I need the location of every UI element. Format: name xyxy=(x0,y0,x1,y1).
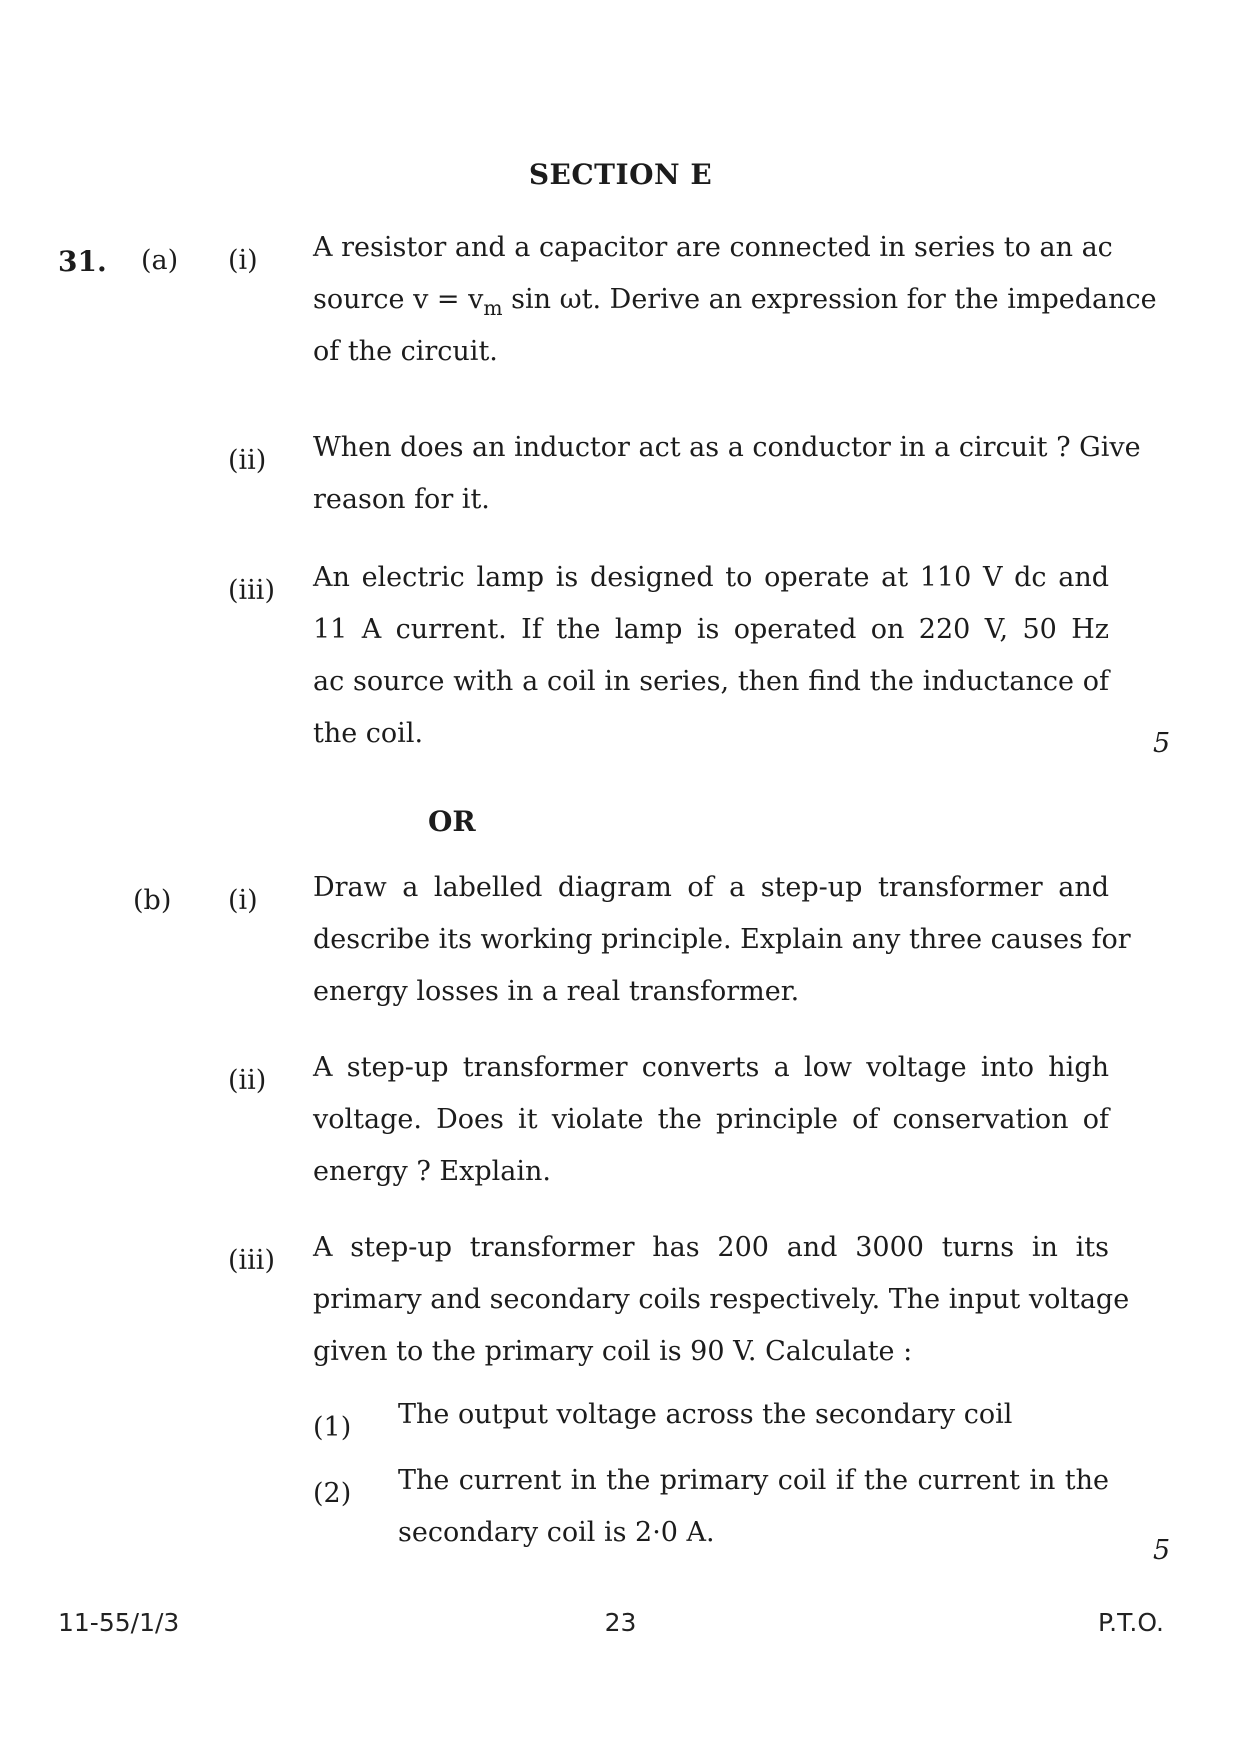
question-number: 31. xyxy=(58,245,107,278)
part-a-label: (a) xyxy=(141,245,179,276)
text-line: energy ? Explain. xyxy=(313,1156,551,1187)
subitem-1-label: (1) xyxy=(313,1412,352,1443)
subitem-1-text xyxy=(398,1389,1109,1441)
text-line: of the circuit. xyxy=(313,336,498,367)
text-line: When does an inductor act as a conductor in a circuit ? Give xyxy=(313,432,1141,463)
section-title: SECTION E xyxy=(528,158,713,191)
subitem-2-label: (2) xyxy=(313,1478,352,1509)
text-line: the coil. xyxy=(313,718,424,749)
part-b-i-label: (i) xyxy=(228,885,258,916)
part-a-ii-text xyxy=(313,422,1141,526)
part-a-iii-label: (iii) xyxy=(228,575,275,606)
part-b-i-text xyxy=(313,862,1131,1018)
text-line: A step-up transformer converts a low voltage into high xyxy=(313,1052,1109,1083)
part-b-label: (b) xyxy=(133,885,172,916)
text-line: reason for it. xyxy=(313,484,490,515)
text-line: given to the primary coil is 90 V. Calculate : xyxy=(313,1336,913,1367)
text-line: voltage. Does it violate the principle of conservation of xyxy=(313,1104,1109,1135)
footer-page-number: 23 xyxy=(604,1608,637,1637)
or-separator: OR xyxy=(428,805,476,838)
part-b-iii-label: (iii) xyxy=(228,1245,275,1276)
footer-pto: P.T.O. xyxy=(1098,1608,1164,1637)
text-line: The current in the primary coil if the current in the xyxy=(398,1465,1109,1496)
part-b-ii-text xyxy=(313,1042,1109,1198)
text-line: A step-up transformer has 200 and 3000 turns in its xyxy=(313,1232,1109,1263)
part-b-marks: 5 xyxy=(1153,1535,1171,1566)
part-a-marks: 5 xyxy=(1153,728,1171,759)
text-line: describe its working principle. Explain any three causes for xyxy=(313,924,1131,955)
part-a-iii-text xyxy=(313,552,1109,760)
text-line: ac source with a coil in series, then find the inductance of xyxy=(313,666,1109,697)
part-b-ii-label: (ii) xyxy=(228,1065,267,1096)
text-line: primary and secondary coils respectively. The input voltage xyxy=(313,1284,1130,1315)
part-a-i-text xyxy=(313,222,1157,378)
subitem-2-text xyxy=(398,1455,1109,1559)
part-b-iii-text xyxy=(313,1222,1130,1378)
footer-paper-code: 11-55/1/3 xyxy=(58,1608,180,1637)
text-line: The output voltage across the secondary coil xyxy=(398,1399,1013,1430)
text-line: energy losses in a real transformer. xyxy=(313,976,800,1007)
part-a-i-label: (i) xyxy=(228,245,258,276)
text-line: A resistor and a capacitor are connected in series to an ac xyxy=(313,232,1113,263)
text-line: secondary coil is 2·0 A. xyxy=(398,1517,715,1548)
text-line: Draw a labelled diagram of a step-up transformer and xyxy=(313,872,1109,903)
text-line: 11 A current. If the lamp is operated on 220 V, 50 Hz xyxy=(313,614,1109,645)
text-line: source $v = v_m$ sin ωt. Derive an expression for the impedance xyxy=(313,284,1157,321)
text-line: An electric lamp is designed to operate at 110 V dc and xyxy=(313,562,1109,593)
part-a-ii-label: (ii) xyxy=(228,445,267,476)
